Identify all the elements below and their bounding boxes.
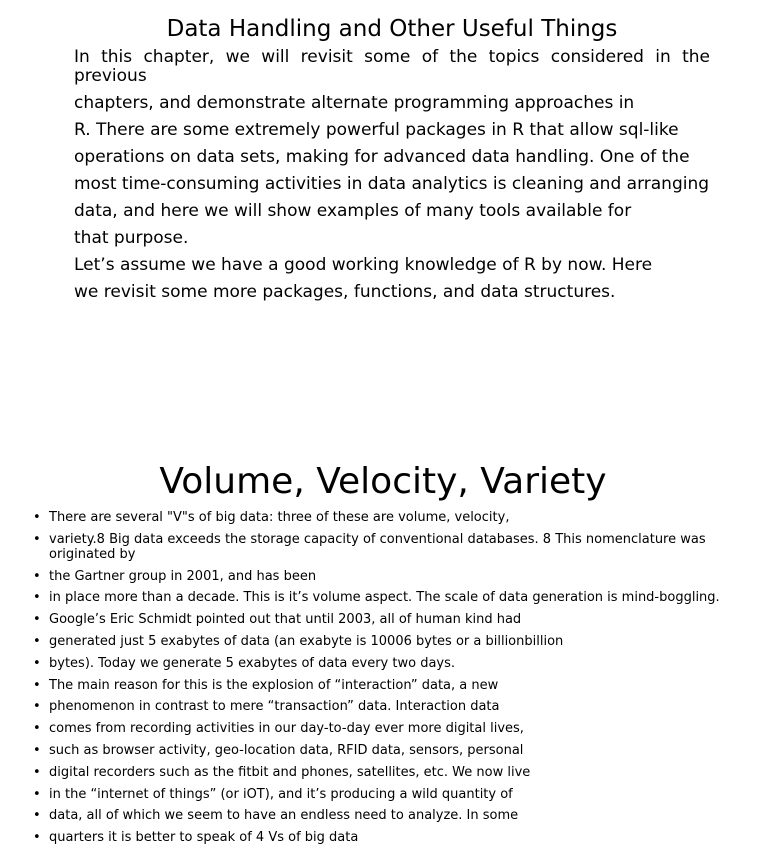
slide-title: Volume, Velocity, Variety: [159, 461, 607, 502]
slide-title: Data Handling and Other Useful Things: [166, 16, 618, 42]
bullet-list: [49, 510, 749, 852]
bullet-item: • comes from recording activities in our day-to-day ever more digital lives,: [49, 721, 749, 736]
bullet-item: • variety.8 Big data exceeds the storage capacity of conventional databases. 8 This nomenclature was originated by: [49, 532, 749, 562]
bullet-item: • such as browser activity, geo-location data, RFID data, sensors, personal: [49, 743, 749, 758]
bullet-item: • There are several "V"s of big data: three of these are volume, velocity,: [49, 510, 749, 525]
body-line: Let’s assume we have a good working knowledge of R by now. Here: [74, 255, 653, 275]
bullet-item: • generated just 5 exabytes of data (an exabyte is 10006 bytes or a billionbillion: [49, 634, 749, 649]
body-line: R. There are some extremely powerful packages in R that allow sql-like: [74, 120, 679, 140]
bullet-item: • The main reason for this is the explosion of “interaction” data, a new: [49, 678, 749, 693]
body-line: that purpose.: [74, 228, 189, 248]
bullet-item: • phenomenon in contrast to mere “transaction” data. Interaction data: [49, 699, 749, 714]
bullet-item: • the Gartner group in 2001, and has been: [49, 569, 749, 584]
bullet-item: • digital recorders such as the fitbit and phones, satellites, etc. We now live: [49, 765, 749, 780]
bullet-item: • data, all of which we seem to have an endless need to analyze. In some: [49, 808, 749, 823]
bullet-item: • in the “internet of things” (or iOT), and it’s producing a wild quantity of: [49, 787, 749, 802]
body-line: we revisit some more packages, functions, and data structures.: [74, 282, 616, 302]
bullet-item: • bytes). Today we generate 5 exabytes of data every two days.: [49, 656, 749, 671]
body-line: chapters, and demonstrate alternate programming approaches in: [74, 93, 635, 113]
bullet-item: • in place more than a decade. This is it’s volume aspect. The scale of data generation is mind-boggling.: [49, 590, 749, 605]
body-line: data, and here we will show examples of many tools available for: [74, 201, 632, 221]
bullet-item: • quarters it is better to speak of 4 Vs of big data: [49, 830, 749, 845]
bullet-item: • Google’s Eric Schmidt pointed out that until 2003, all of human kind had: [49, 612, 749, 627]
body-line: In this chapter, we will revisit some of the topics considered in the previous: [74, 47, 710, 86]
slide-body-text: [74, 48, 710, 310]
body-line: operations on data sets, making for advanced data handling. One of the: [74, 147, 690, 167]
body-line: most time-consuming activities in data analytics is cleaning and arranging: [74, 174, 710, 194]
